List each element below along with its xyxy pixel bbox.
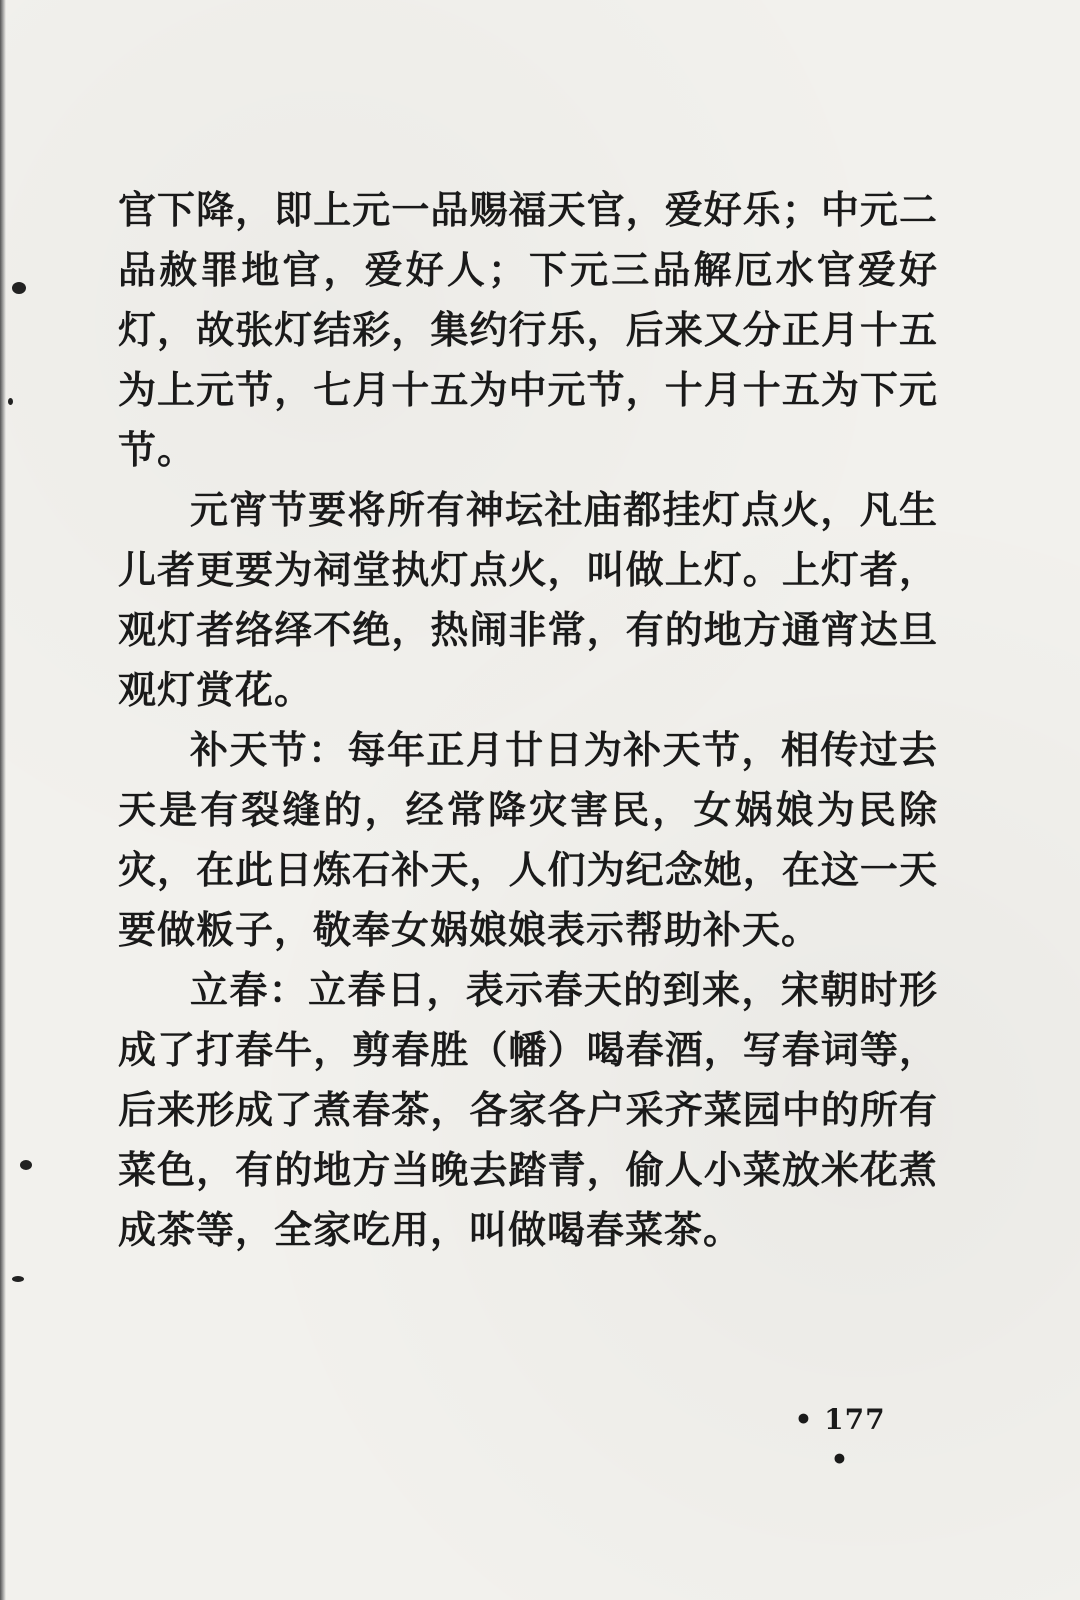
page-binding-edge [0,0,6,1600]
ink-speck [20,1160,32,1170]
paragraph-1: 官下降，即上元一品赐福天官，爱好乐；中元二品赦罪地官，爱好人；下元三品解厄水官爱好灯，故张灯结彩，集约行乐，后来又分正月十五为上元节，七月十五为中元节，十月十五为下元节。 [118,187,938,472]
paragraph-4: 立春：立春日，表示春天的到来，宋朝时形成了打春牛，剪春胜（幡）喝春酒，写春词等，后来形成了煮春茶，各家各户采齐菜园中的所有菜色，有的地方当晚去踏青，偷人小菜放米花煮成茶等，全家吃用，叫做喝春菜茶。 [118,967,938,1252]
ink-speck [12,1276,24,1282]
ink-speck [8,398,13,405]
ink-speck [12,282,26,294]
paragraph-3: 补天节：每年正月廿日为补天节，相传过去天是有裂缝的，经常降灾害民，女娲娘为民除灾，在此日炼石补天，人们为纪念她，在这一天要做粄子，敬奉女娲娘娘表示帮助补天。 [118,727,938,952]
body-text [118,180,938,1260]
page-number: • 177 • [794,1403,886,1476]
paragraph-2: 元宵节要将所有神坛社庙都挂灯点火，凡生儿者更要为祠堂执灯点火，叫做上灯。上灯者，观灯者络绎不绝，热闹非常，有的地方通宵达旦观灯赏花。 [118,487,938,712]
